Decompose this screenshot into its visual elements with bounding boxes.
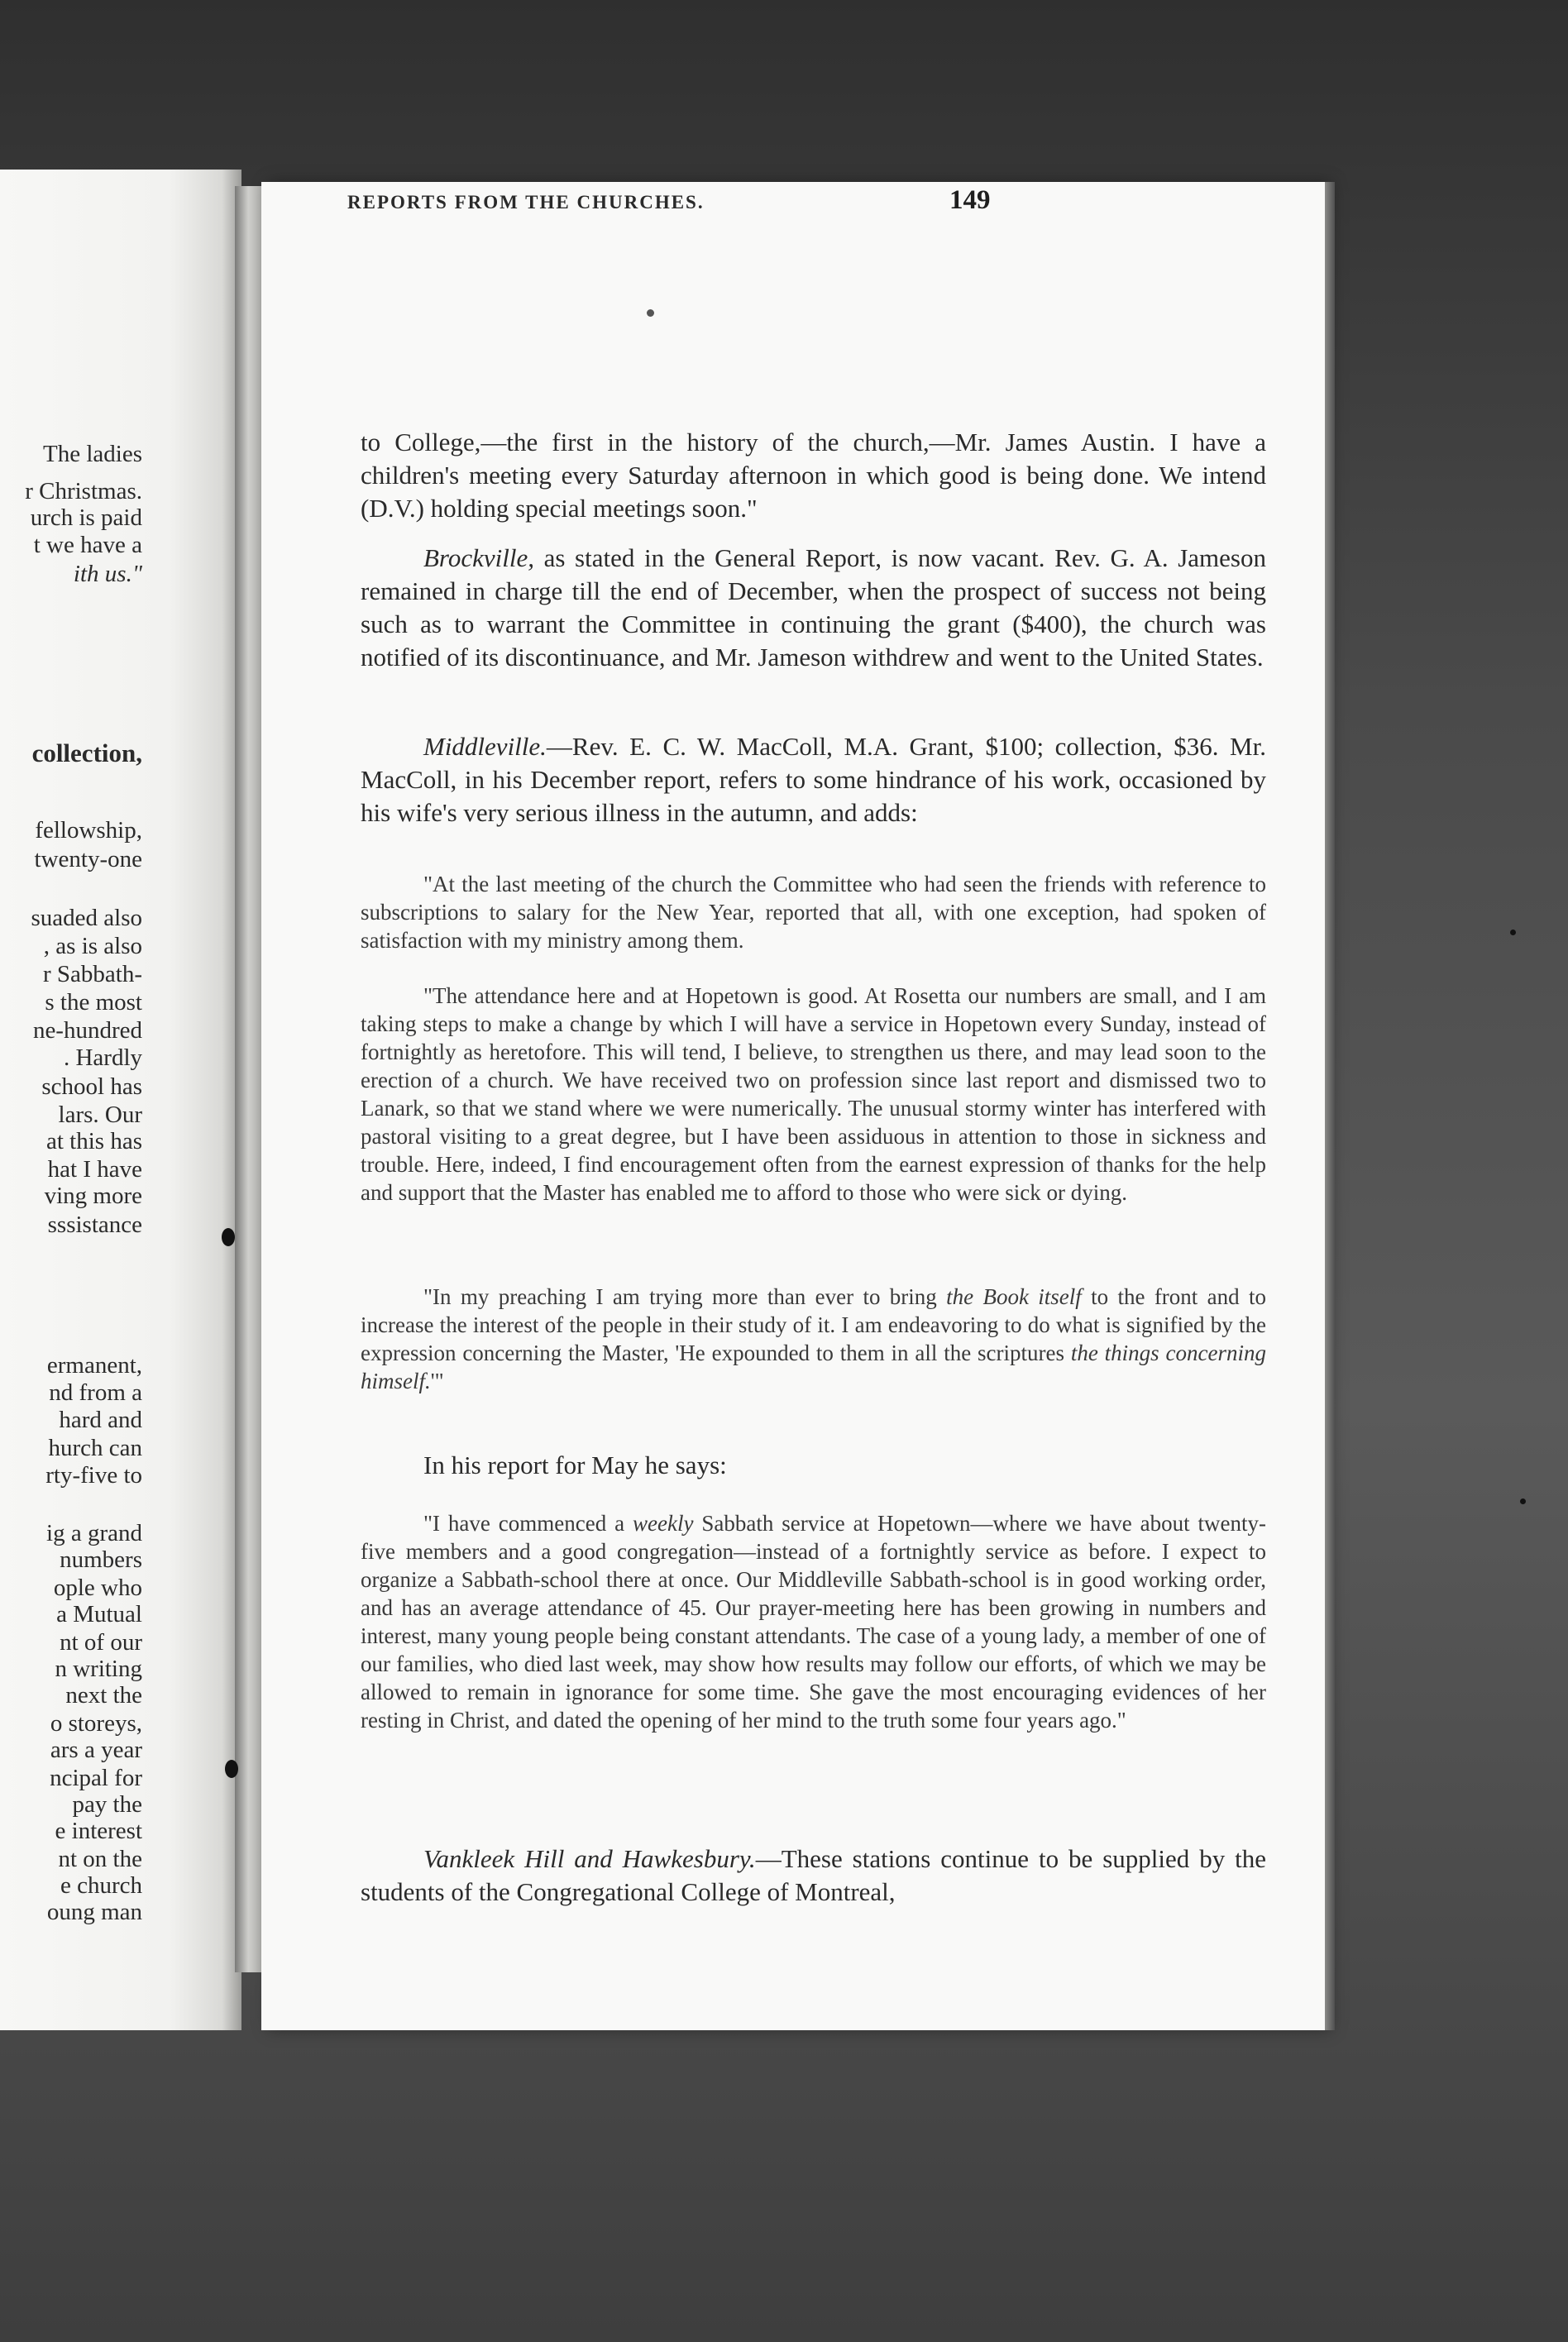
dust-speck xyxy=(1510,930,1516,935)
running-head: REPORTS FROM THE CHURCHES. xyxy=(347,192,705,213)
left-page xyxy=(0,170,241,2030)
left-page-line: . Hardly xyxy=(63,1044,142,1071)
left-page-line: The ladies xyxy=(43,441,142,467)
left-page-line: r Christmas. xyxy=(25,478,142,504)
left-page-line: rty-five to xyxy=(45,1462,142,1489)
left-page-line: urch is paid xyxy=(30,504,142,531)
quote-preaching-c: to the front and to increase the interest of the people in their study of it. I am endeavoring to do what is signified by the expression concerning the Master, 'He expounded to them in all the scriptures xyxy=(361,1284,1266,1365)
left-page-line: collection, xyxy=(31,738,142,767)
left-page-line: next the xyxy=(65,1682,142,1709)
middleville-body: —Rev. E. C. W. MacColl, M.A. Grant, $100; collection, $36. Mr. MacColl, in his December report, refers to some hindrance of his work, occasioned by his wife's very serious illness in the autumn, and adds: xyxy=(361,732,1266,827)
quote-may-c: Sabbath service at Hopetown—where we have about twenty-five members and a good congregation—instead of a fortnightly service as before. I expect to organize a Sabbath-school there at once. Our Middleville Sabbath-school is in good working order, and has an average attendance of 45. Our prayer-meeting here has been growing in numbers and interest, many young people being constant attendants. The case of a young lady, a member of one of our families, who died last week, may show how results may follow our efforts, of which we may be allowed to remain in ignorance for some time. She gave the most encouraging evidences of her resting in Christ, and dated the opening of her mind to the truth some four years ago." xyxy=(361,1511,1266,1733)
brockville-body: as stated in the General Report, is now vacant. Rev. G. A. Jameson remained in charge till the end of December, when the prospect of success not being such as to warrant the Committee in continuing the grant ($400), the church was notified of its discontinuance, and Mr. Jameson withdrew and went to the United States. xyxy=(361,543,1266,672)
brockville-heading: Brockville, xyxy=(423,543,534,572)
left-page-line: o storeys, xyxy=(50,1710,142,1737)
right-page-body xyxy=(261,0,1325,2342)
continuation-paragraph: to College,—the first in the history of the church,—Mr. James Austin. I have a children's meeting every Saturday afternoon in which good is being done. We intend (D.V.) holding special meetings soon." xyxy=(361,428,1266,523)
left-page-line: lars. Our xyxy=(58,1102,142,1128)
left-page-line: pay the xyxy=(72,1791,142,1818)
quote-committee: "At the last meeting of the church the Committee who had seen the friends with reference to subscriptions to salary for the New Year, reported that all, with one exception, had spoken of satisfaction with my ministry among them. xyxy=(361,872,1266,953)
left-page-line: hard and xyxy=(59,1407,142,1433)
left-page-line: suaded also xyxy=(31,905,142,931)
book-gutter xyxy=(235,186,265,1972)
left-page-line: e interest xyxy=(55,1818,142,1844)
page-number: 149 xyxy=(949,185,991,215)
left-page-line: ving more xyxy=(44,1183,142,1209)
left-page-line: nt of our xyxy=(60,1629,142,1656)
left-page-line: e church xyxy=(60,1872,142,1899)
quote-may xyxy=(361,1509,1266,1734)
quote-preaching-italic-1: the Book itself xyxy=(946,1284,1082,1309)
binding-mark xyxy=(225,1760,238,1778)
left-page-line: t we have a xyxy=(33,532,142,558)
left-page-line: twenty-one xyxy=(34,846,142,872)
left-page-line: nt on the xyxy=(58,1846,142,1872)
left-page-line: ne-hundred xyxy=(32,1017,142,1044)
left-page-line: ars a year xyxy=(50,1737,142,1763)
binding-mark xyxy=(222,1228,235,1246)
quote-preaching-a: "In my preaching I am trying more than ever to bring xyxy=(423,1284,947,1309)
left-page-line: ermanent, xyxy=(46,1352,142,1379)
left-page-line: , as is also xyxy=(43,933,142,959)
dust-speck xyxy=(1520,1498,1526,1504)
left-page-line: ig a grand xyxy=(46,1520,142,1546)
left-page-line: hat I have xyxy=(47,1156,142,1183)
left-page-line: ncipal for xyxy=(50,1765,142,1791)
left-page-line: numbers xyxy=(60,1546,142,1573)
brockville-paragraph xyxy=(361,542,1266,674)
left-page-line: a Mutual xyxy=(56,1601,142,1627)
quote-may-italic: weekly xyxy=(633,1511,694,1536)
left-page-line: sssistance xyxy=(47,1212,142,1238)
may-intro: In his report for May he says: xyxy=(423,1451,727,1479)
left-page-line: s the most xyxy=(45,989,142,1016)
left-page-line: nd from a xyxy=(49,1379,142,1406)
left-page-line: fellowship, xyxy=(35,817,142,844)
quote-preaching xyxy=(361,1283,1266,1395)
left-page-line: ople who xyxy=(53,1575,142,1601)
left-page-line: school has xyxy=(41,1073,142,1100)
left-page-line: ith us." xyxy=(73,561,142,587)
page-edge-shadow xyxy=(1325,182,1335,2030)
quote-preaching-e: '" xyxy=(430,1369,444,1393)
vankleek-paragraph xyxy=(361,1843,1266,1909)
left-page-line: n writing xyxy=(55,1656,142,1682)
left-page-line: oung man xyxy=(46,1899,142,1925)
vankleek-heading: Vankleek Hill and Hawkesbury. xyxy=(423,1844,756,1873)
vankleek-body: —These stations continue to be supplied by the students of the Congregational College of Montreal, xyxy=(361,1844,1266,1906)
left-page-line: at this has xyxy=(46,1128,142,1154)
middleville-paragraph xyxy=(361,730,1266,829)
quote-may-a: "I have commenced a xyxy=(423,1511,633,1536)
quote-attendance: "The attendance here and at Hopetown is good. At Rosetta our numbers are small, and I am taking steps to make a change by which I will have a service in Hopetown every Sunday, instead of fortnightly as heretofore. This will tend, I believe, to strengthen us there, and may lead soon to the erection of a church. We have received two on profession since last report and dismissed two to Lanark, so that we stand where we were numerically. The unusual stormy winter has interfered with pastoral visiting to a great degree, but I have been assiduous in attention to those in sickness and trouble. Here, indeed, I find encouragement often from the earnest expression of thanks for the help and support that the Master has enabled me to afford to those who were sick or dying. xyxy=(361,983,1266,1205)
quote-preaching-italic-2: the things concerning himself. xyxy=(361,1341,1266,1393)
left-page-line: r Sabbath- xyxy=(43,961,142,987)
left-page-line: hurch can xyxy=(48,1435,142,1461)
middleville-heading: Middleville. xyxy=(423,732,547,761)
